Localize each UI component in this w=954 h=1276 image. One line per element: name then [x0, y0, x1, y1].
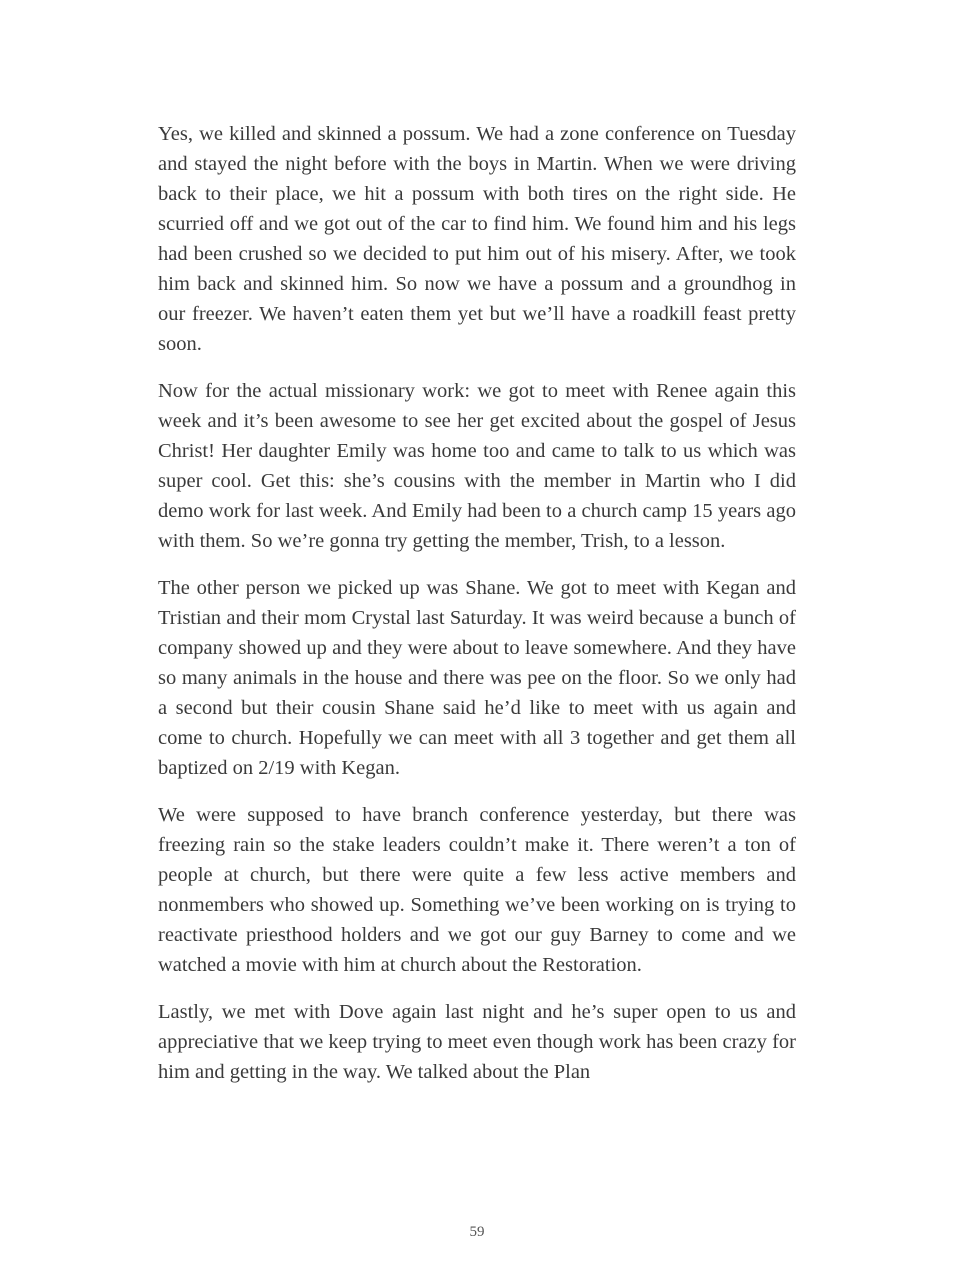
page-number: 59: [469, 1224, 485, 1240]
body-text: [158, 119, 796, 1087]
paragraph-possum: Yes, we killed and skinned a possum. We had a zone conference on Tuesday and stayed the night before with the boys in Martin. When we were driving back to their place, we hit a possum with both tires on the right side. He scurried off and we got out of the car to find him. We found him and his legs had been crushed so we decided to put him out of his misery. After, we took him back and skinned him. So now we have a possum and a groundhog in our freezer. We haven’t eaten them yet but we’ll have a roadkill feast pretty soon.: [158, 123, 796, 355]
paragraph-missionary-work: Now for the actual missionary work: we got to meet with Renee again this week and it’s been awesome to see her get excited about the gospel of Jesus Christ! Her daughter Emily was home too and came to talk to us which was super cool. Get this: she’s cousins with the member in Martin who I did demo work for last week. And Emily had been to a church camp 15 years ago with them. So we’re gonna try getting the member, Trish, to a lesson.: [158, 380, 796, 552]
paragraph-dove: Lastly, we met with Dove again last night and he’s super open to us and appreciative that we keep trying to meet even though work has been crazy for him and getting in the way. We talked about the Plan: [158, 1001, 796, 1083]
paragraph-shane: The other person we picked up was Shane. We got to meet with Kegan and Tristian and their mom Crystal last Saturday. It was weird because a bunch of company showed up and they were about to leave somewhere. And they have so many animals in the house and there was pee on the floor. So we only had a second but their cousin Shane said he’d like to meet with us again and come to church. Hopefully we can meet with all 3 together and get them all baptized on 2/19 with Kegan.: [158, 577, 796, 779]
paragraph-branch-conference: We were supposed to have branch conference yesterday, but there was freezing rain so the stake leaders couldn’t make it. There weren’t a ton of people at church, but there were quite a few less active members and nonmembers who showed up. Something we’ve been working on is trying to reactivate priesthood holders and we got our guy Barney to come and we watched a movie with him at church about the Restoration.: [158, 804, 796, 976]
